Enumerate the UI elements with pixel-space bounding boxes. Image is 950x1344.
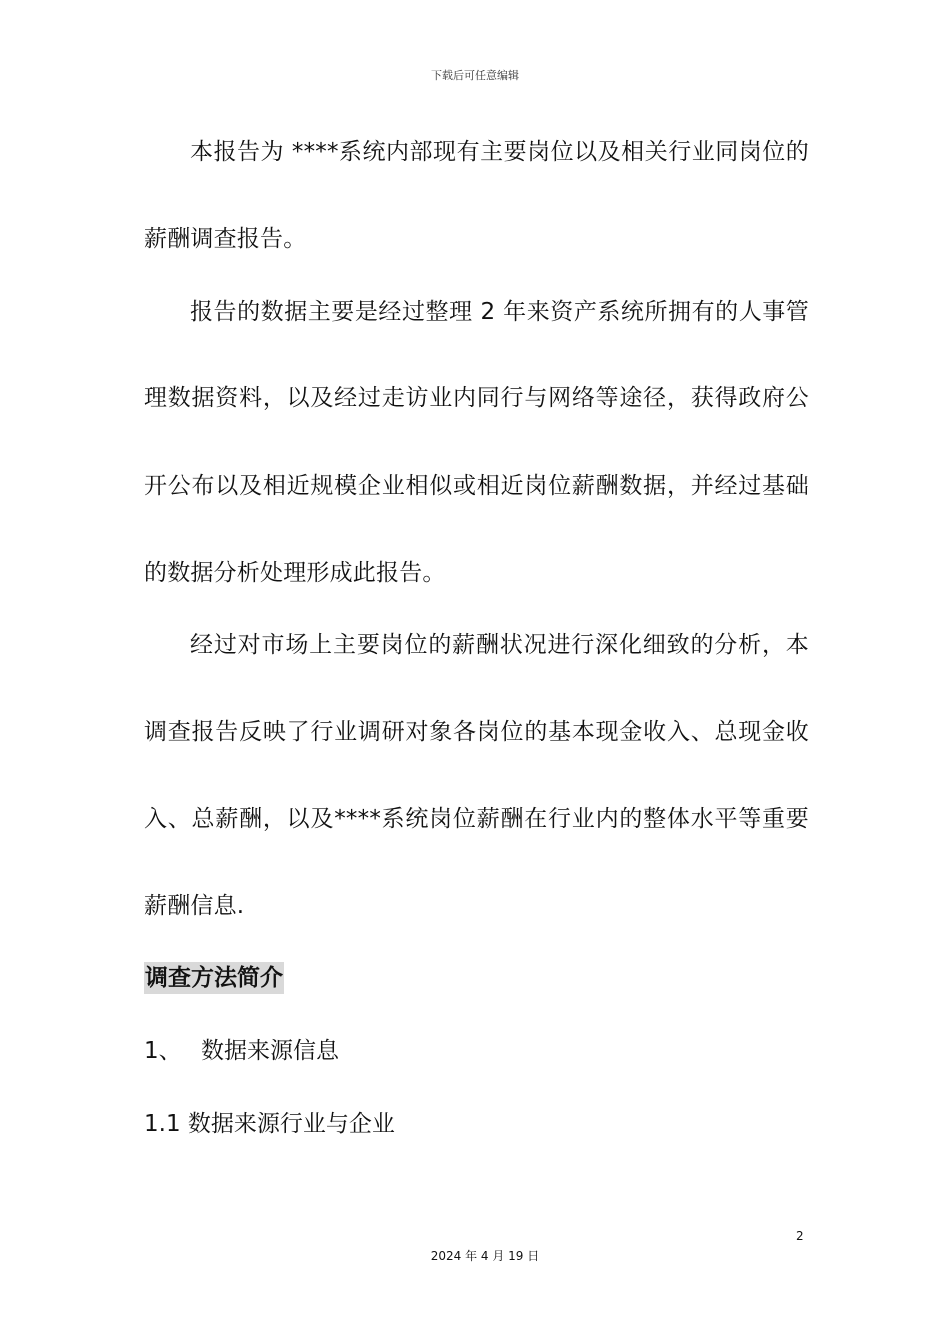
paragraph-line: 报告的数据主要是经过整理 2 年来资产系统所拥有的人事管 [190,299,809,325]
list-item-text: 数据来源信息 [201,1038,339,1064]
list-item-number: 1、 [144,1038,182,1064]
sub-list-item: 1.1 数据来源行业与企业 [144,1111,395,1137]
header-note: 下载后可任意编辑 [431,69,519,82]
footer-date: 2024 年 4 月 19 日 [430,1249,540,1263]
section-heading: 调查方法简介 [144,962,284,994]
paragraph-line: 理数据资料，以及经过走访业内同行与网络等途径，获得政府公 [144,385,809,411]
paragraph-line: 开公布以及相近规模企业相似或相近岗位薪酬数据，并经过基础 [144,473,809,499]
paragraph-line: 薪酬信息. [144,893,245,919]
paragraph-line: 的数据分析处理形成此报告。 [144,560,446,586]
page-number: 2 [796,1229,804,1243]
paragraph-line: 本报告为 ****系统内部现有主要岗位以及相关行业同岗位的 [190,139,809,165]
paragraph-line: 经过对市场上主要岗位的薪酬状况进行深化细致的分析，本 [190,632,809,658]
list-item [144,1035,339,1067]
paragraph-line: 薪酬调查报告。 [144,226,307,252]
paragraph-line: 调查报告反映了行业调研对象各岗位的基本现金收入、总现金收 [144,719,809,745]
paragraph-line: 入、总薪酬，以及****系统岗位薪酬在行业内的整体水平等重要 [144,806,809,832]
